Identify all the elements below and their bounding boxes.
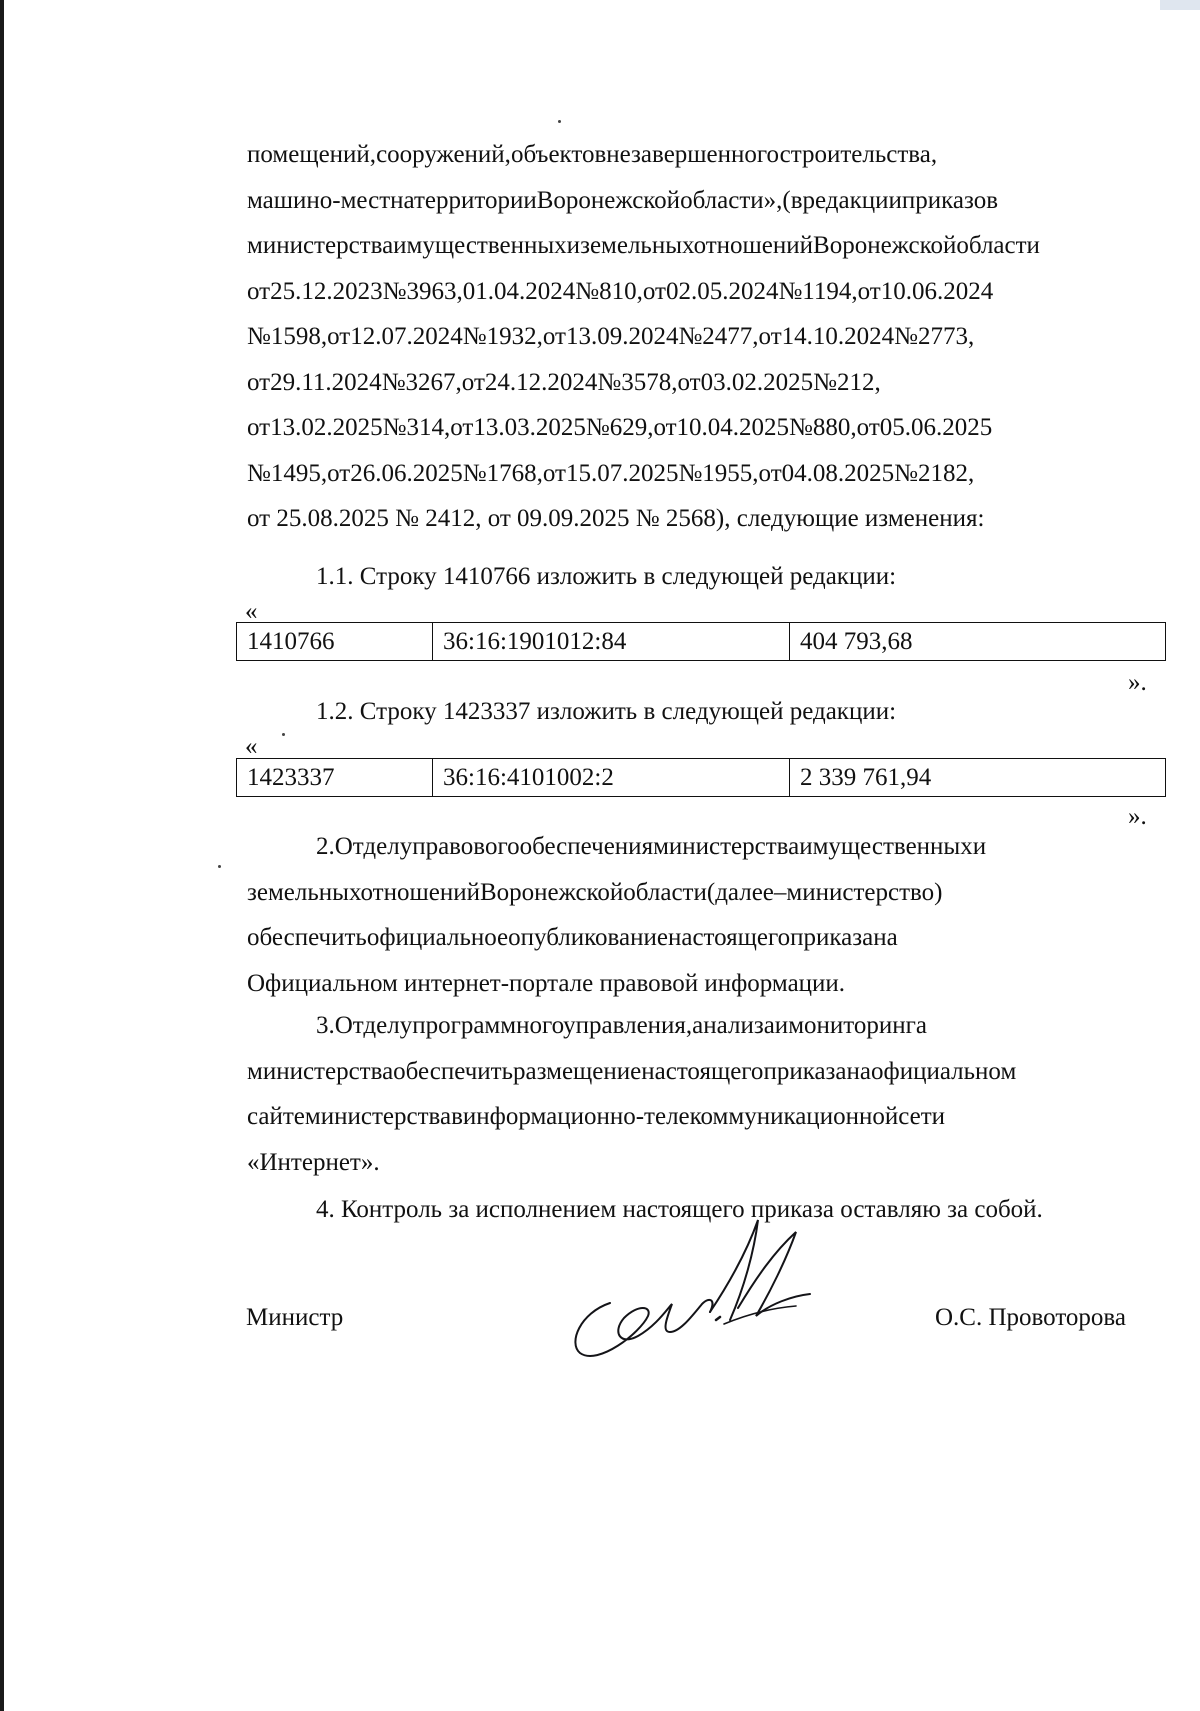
word: имущественных	[393, 232, 567, 259]
word: приказа	[763, 1057, 847, 1085]
word: от	[856, 414, 880, 441]
word: 1495,	[270, 459, 328, 487]
word: №	[778, 277, 803, 305]
word: 880,	[812, 414, 857, 441]
word: сети	[898, 1103, 946, 1130]
item-4: 4. Контроль за исполнением настоящего приказа оставляю за собой.	[316, 1196, 1043, 1223]
word: от	[450, 414, 474, 441]
paragraph-line	[247, 1094, 1155, 1140]
word: 13.09.2024	[565, 323, 679, 350]
word: на	[846, 1057, 872, 1085]
word: 1955,	[702, 459, 759, 487]
word: помещений,	[247, 141, 377, 168]
signatory-name: О.С. Провоторова	[935, 1304, 1127, 1331]
line-text: Официальном интернет-портале правовой информации.	[247, 969, 846, 997]
word: министерство)	[786, 878, 943, 906]
word: от	[542, 323, 566, 350]
handwritten-signature	[560, 1208, 830, 1378]
paragraph-line	[247, 870, 1155, 916]
table-cell-code: 1423337	[237, 759, 433, 797]
paragraph-line	[247, 178, 1155, 224]
word: 03.02.2025	[700, 368, 814, 396]
paragraph-line	[247, 132, 1155, 178]
paragraph-line	[247, 1140, 1155, 1186]
word: от	[461, 368, 485, 396]
word: 3578,	[621, 368, 678, 396]
word: министерства	[304, 1103, 452, 1130]
word: №	[678, 459, 703, 487]
quote-open-2: «	[245, 733, 258, 760]
word: 14.10.2024	[781, 323, 895, 350]
word: министерства	[247, 1057, 394, 1085]
word: размещение	[513, 1057, 642, 1085]
word: опубликование	[508, 924, 668, 951]
paragraph-line	[247, 314, 1155, 360]
line-text: от 25.08.2025 № 2412, от 09.09.2025 № 2568), следующие изменения:	[247, 505, 985, 532]
word: от	[247, 277, 271, 305]
paragraph-line	[247, 360, 1155, 406]
word: настоящего	[667, 924, 791, 951]
word: (в	[782, 186, 803, 214]
word: объектов	[510, 141, 607, 168]
word: 13.03.2025	[473, 414, 586, 441]
word: обеспечить	[393, 1057, 514, 1085]
scan-speck	[218, 865, 221, 868]
word: 3.	[316, 1012, 335, 1039]
word: министерства	[653, 833, 800, 860]
signatory-title: Министр	[246, 1304, 344, 1331]
word: 2182,	[918, 459, 975, 487]
word: 314,	[406, 414, 451, 441]
paragraph-line	[247, 269, 1155, 315]
word: №	[678, 323, 703, 350]
quote-close-1: ».	[1128, 669, 1147, 696]
word: правового	[412, 833, 520, 860]
word: на	[873, 924, 898, 951]
word: 26.06.2025	[350, 459, 463, 487]
word: отношений	[693, 232, 814, 259]
word: приказа	[790, 924, 874, 951]
intro-paragraph	[247, 132, 1155, 542]
word: №	[597, 368, 622, 396]
table-cell-cadastral: 36:16:1901012:84	[433, 623, 790, 661]
word: от	[653, 414, 677, 441]
word: 15.07.2025	[565, 459, 679, 487]
word: территории	[413, 186, 537, 214]
word: 05.06.2025	[879, 414, 993, 441]
word: от	[758, 459, 782, 487]
paragraph-line	[247, 451, 1155, 497]
word: области»,	[680, 186, 783, 214]
word: обеспечить	[247, 924, 367, 951]
item-3-paragraph	[247, 1003, 1155, 1185]
word: области	[623, 878, 707, 906]
word: 10.04.2025	[676, 414, 790, 441]
word: 2773,	[918, 323, 975, 350]
word: от	[542, 459, 566, 487]
word: (далее	[706, 878, 774, 906]
word: №	[894, 323, 919, 350]
word: области	[956, 232, 1040, 259]
word: настоящего	[641, 1057, 764, 1085]
word: 29.11.2024	[270, 368, 382, 396]
word: 1598,	[270, 323, 328, 350]
word: на	[390, 186, 414, 214]
word: и	[972, 833, 987, 860]
paragraph-line	[247, 961, 1155, 1007]
word: 2.	[316, 833, 335, 860]
paragraph-line	[247, 1003, 1155, 1049]
word: №	[247, 323, 271, 350]
word: отношений	[360, 878, 480, 906]
table-cell-code: 1410766	[237, 623, 433, 661]
word: №	[789, 414, 813, 441]
word: от	[327, 459, 351, 487]
word: официальном	[871, 1057, 1017, 1085]
word: 1194,	[802, 277, 858, 305]
word: сооружений,	[376, 141, 511, 168]
word: строительства,	[779, 141, 938, 168]
paragraph-line	[247, 405, 1155, 451]
word: №	[813, 368, 837, 396]
word: Воронежской	[813, 232, 957, 259]
scan-corner	[1160, 0, 1200, 10]
word: №	[462, 459, 487, 487]
word: №	[585, 414, 610, 441]
word: 212,	[836, 368, 881, 396]
word: 25.12.2023	[270, 277, 383, 305]
word: 13.02.2025	[270, 414, 383, 441]
word: 12.07.2024	[350, 323, 463, 350]
table-row	[237, 623, 1166, 661]
word: от	[677, 368, 701, 396]
word: сайте	[247, 1103, 305, 1130]
paragraph-line	[247, 496, 1155, 542]
word: редакции	[802, 186, 902, 214]
table-row	[237, 759, 1166, 797]
word: Отделу	[334, 1012, 413, 1039]
word: №	[462, 323, 487, 350]
paragraph-line	[247, 915, 1155, 961]
word: №	[381, 368, 406, 396]
word: 10.06.2024	[880, 277, 994, 305]
paragraph-line	[247, 824, 1155, 870]
quote-close-2: ».	[1128, 803, 1147, 830]
word: обеспечения	[519, 833, 654, 860]
word: №	[382, 277, 407, 305]
word: незавершенного	[606, 141, 780, 168]
table-cell-value: 404 793,68	[790, 623, 1166, 661]
word: от	[642, 277, 666, 305]
word: официальное	[366, 924, 509, 951]
word: министерства	[247, 232, 394, 259]
word: от	[247, 368, 271, 396]
word: №	[894, 459, 919, 487]
word: –	[773, 878, 787, 906]
word: мониторинга	[788, 1012, 927, 1039]
scan-speck	[558, 120, 561, 123]
word: Отделу	[334, 833, 413, 860]
word: управления,	[563, 1012, 693, 1039]
item-2-paragraph	[247, 824, 1155, 1006]
table-cell-cadastral: 36:16:4101002:2	[433, 759, 790, 797]
word: и	[566, 232, 581, 259]
word: 1768,	[486, 459, 543, 487]
scan-speck	[282, 733, 285, 736]
word: 2477,	[702, 323, 759, 350]
line-text: «Интернет».	[247, 1148, 380, 1176]
row-table-1	[236, 622, 1166, 661]
word: №	[382, 414, 407, 441]
word: от	[327, 323, 351, 350]
word: 3963,	[406, 277, 463, 305]
word: 04.08.2025	[781, 459, 895, 487]
row-table-2	[236, 758, 1166, 797]
word: 3267,	[405, 368, 462, 396]
quote-open-1: «	[245, 598, 258, 625]
word: земельных	[247, 878, 361, 906]
word: 24.12.2024	[484, 368, 598, 396]
word: от	[247, 414, 271, 441]
word: и	[774, 1012, 789, 1039]
word: приказов	[901, 186, 999, 214]
table-cell-value: 2 339 761,94	[790, 759, 1166, 797]
word: 810,	[599, 277, 643, 305]
word: анализа	[692, 1012, 775, 1039]
word: №	[575, 277, 600, 305]
word: №	[247, 459, 271, 487]
word: информационно-телекоммуникационной	[462, 1103, 899, 1130]
word: 02.05.2024	[665, 277, 779, 305]
word: 629,	[609, 414, 654, 441]
word: имущественных	[799, 833, 973, 860]
word: машино-мест	[247, 186, 391, 214]
word: в	[451, 1103, 463, 1130]
scan-edge	[0, 0, 4, 1711]
word: от	[758, 323, 782, 350]
word: программного	[412, 1012, 564, 1039]
word: Воронежской	[479, 878, 624, 906]
paragraph-line	[247, 1049, 1155, 1095]
paragraph-line	[247, 223, 1155, 269]
item-1-1: 1.1. Строку 1410766 изложить в следующей редакции:	[316, 563, 897, 590]
item-1-2: 1.2. Строку 1423337 изложить в следующей редакции:	[316, 698, 897, 725]
word: земельных	[580, 232, 694, 259]
word: 01.04.2024	[462, 277, 576, 305]
word: от	[857, 277, 881, 305]
word: 1932,	[486, 323, 543, 350]
word: Воронежской	[536, 186, 681, 214]
